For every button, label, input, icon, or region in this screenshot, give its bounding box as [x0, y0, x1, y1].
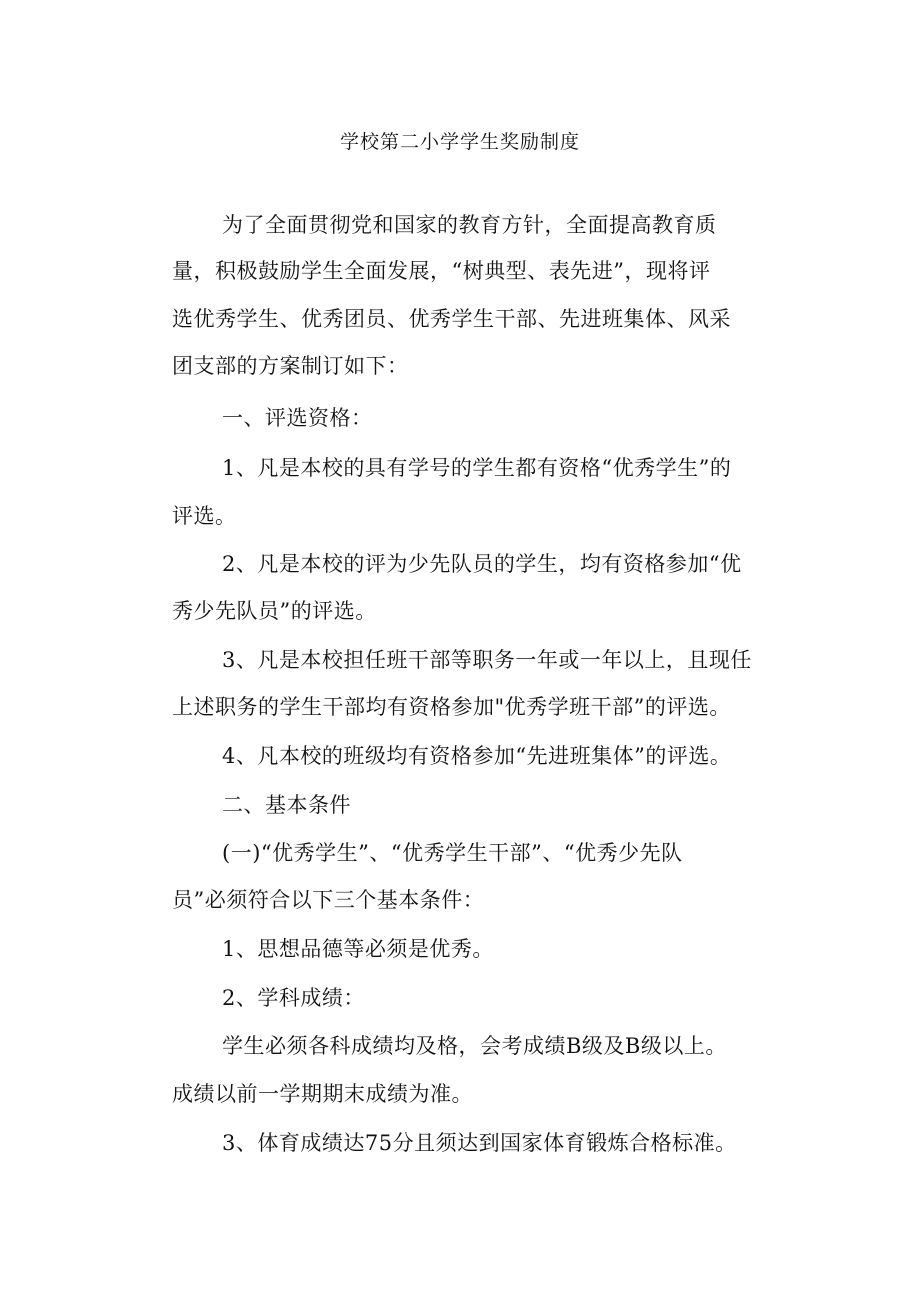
paragraph-line: 上述职务的学生干部均有资格参加"优秀学班干部”的评选。	[172, 695, 731, 719]
paragraph-line: 秀少先队员”的评选。	[172, 599, 377, 623]
document-title: 学校第二小学学生奖励制度	[339, 131, 580, 153]
paragraph-line: 选优秀学生、优秀团员、优秀学生干部、先进班集体、风采	[172, 307, 731, 331]
paragraph-line: 3、体育成绩达75分且须达到国家体育锻炼合格标准。	[222, 1131, 737, 1155]
paragraph-line: 1、思想品德等必须是优秀。	[222, 937, 494, 961]
paragraph-line: 1、凡是本校的具有学号的学生都有资格“优秀学生”的	[222, 456, 732, 480]
paragraph-line: 3、凡是本校担任班干部等职务一年或一年以上，且现任	[222, 648, 752, 672]
section-heading: 二、基本条件	[222, 793, 351, 817]
paragraph-line: 为了全面贯彻党和国家的教育方针，全面提高教育质	[222, 213, 717, 237]
paragraph-line: 2、凡是本校的评为少先队员的学生，均有资格参加“优	[222, 552, 742, 576]
paragraph-line: 员”必须符合以下三个基本条件：	[172, 888, 485, 912]
paragraph-line: (一)“优秀学生”、“优秀学生干部”、“优秀少先队	[222, 841, 683, 865]
paragraph-line: 成绩以前一学期期末成绩为准。	[172, 1082, 473, 1106]
paragraph-line: 评选。	[172, 504, 237, 528]
section-heading: 一、评选资格：	[222, 406, 373, 430]
paragraph-line: 学生必须各科成绩均及格，会考成绩B级及B级以上。	[222, 1034, 727, 1058]
paragraph-line: 量，积极鼓励学生全面发展，“树典型、表先进”，现将评	[172, 259, 711, 283]
paragraph-line: 团支部的方案制订如下：	[172, 354, 409, 378]
paragraph-line: 4、凡本校的班级均有资格参加“先进班集体”的评选。	[222, 744, 732, 768]
paragraph-line: 2、学科成绩：	[222, 986, 365, 1010]
